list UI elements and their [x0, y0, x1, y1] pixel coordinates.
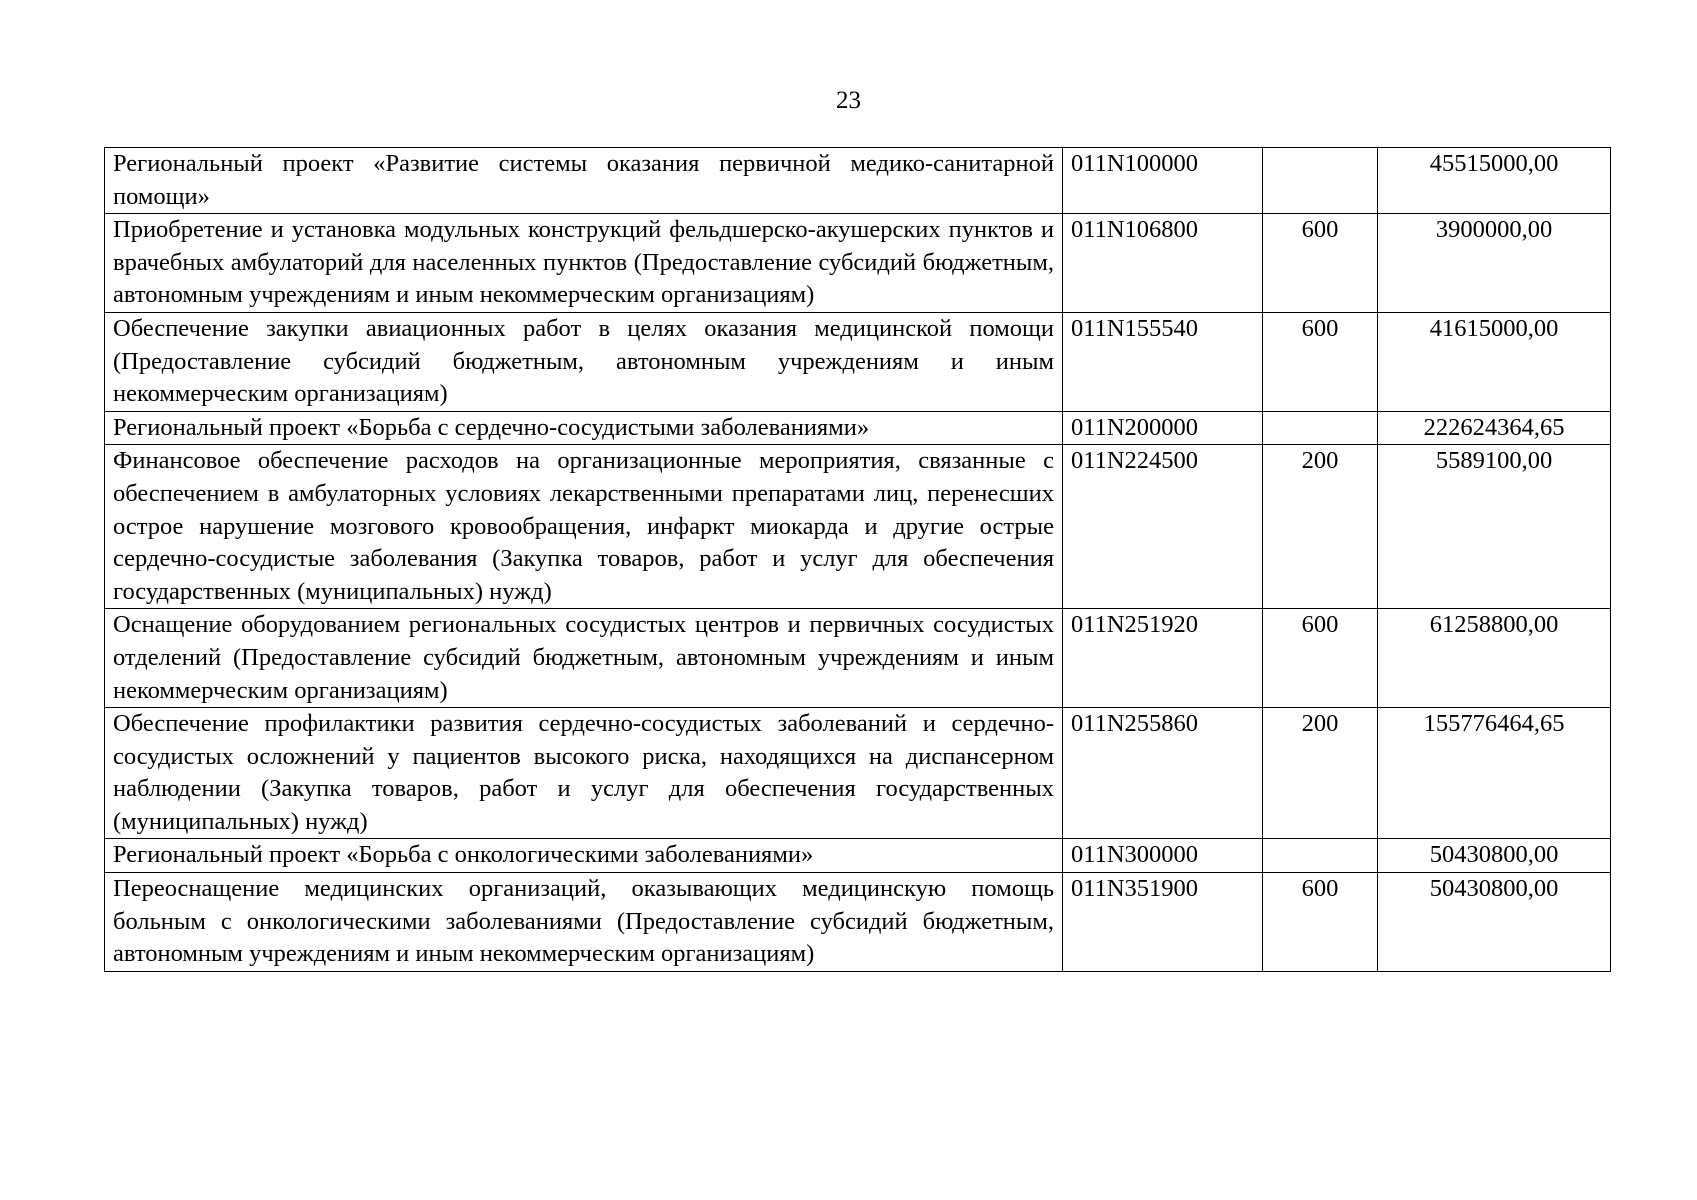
table-row: [105, 312, 1611, 411]
row-expense-type: 600: [1263, 609, 1378, 708]
table-row: [105, 148, 1611, 214]
row-target-code: 011N300000: [1063, 839, 1263, 873]
row-amount: 45515000,00: [1378, 148, 1611, 214]
row-target-code: 011N200000: [1063, 411, 1263, 445]
row-amount: 50430800,00: [1378, 839, 1611, 873]
budget-table: [104, 147, 1611, 972]
row-expense-type: 600: [1263, 214, 1378, 313]
row-expense-type: [1263, 839, 1378, 873]
row-amount: 41615000,00: [1378, 312, 1611, 411]
row-target-code: 011N351900: [1063, 873, 1263, 972]
row-name: Региональный проект «Развитие системы оказания первичной медико-санитарной помощи»: [105, 148, 1063, 214]
table-row: [105, 839, 1611, 873]
row-target-code: 011N251920: [1063, 609, 1263, 708]
row-amount: 61258800,00: [1378, 609, 1611, 708]
row-target-code: 011N106800: [1063, 214, 1263, 313]
table-row: [105, 411, 1611, 445]
row-name: Финансовое обеспечение расходов на организационные мероприятия, связанные с обеспечением в амбулаторных условиях лекарственными препаратами лиц, перенесших острое нарушение мозгового кровообращения, инфаркт миокарда и другие острые сердечно-сосудистые заболевания (Закупка товаров, работ и услуг для обеспечения государственных (муниципальных) нужд): [105, 445, 1063, 609]
table-row: [105, 609, 1611, 708]
row-expense-type: 200: [1263, 708, 1378, 839]
row-name: Региональный проект «Борьба с сердечно-сосудистыми заболеваниями»: [105, 411, 1063, 445]
row-amount: 155776464,65: [1378, 708, 1611, 839]
row-expense-type: [1263, 411, 1378, 445]
table-row: [105, 873, 1611, 972]
row-name: Обеспечение закупки авиационных работ в целях оказания медицинской помощи (Предоставление субсидий бюджетным, автономным учреждениям и иным некоммерческим организациям): [105, 312, 1063, 411]
row-name: Обеспечение профилактики развития сердечно-сосудистых заболеваний и сердечно-сосудистых осложнений у пациентов высокого риска, находящихся на диспансерном наблюдении (Закупка товаров, работ и услуг для обеспечения государственных (муниципальных) нужд): [105, 708, 1063, 839]
row-amount: 222624364,65: [1378, 411, 1611, 445]
table-row: [105, 708, 1611, 839]
row-expense-type: 600: [1263, 873, 1378, 972]
row-name: Переоснащение медицинских организаций, оказывающих медицинскую помощь больным с онкологическими заболеваниями (Предоставление субсидий бюджетным, автономным учреждениям и иным некоммерческим организациям): [105, 873, 1063, 972]
row-amount: 50430800,00: [1378, 873, 1611, 972]
table-row: [105, 445, 1611, 609]
row-target-code: 011N255860: [1063, 708, 1263, 839]
row-expense-type: [1263, 148, 1378, 214]
row-name: Региональный проект «Борьба с онкологическими заболеваниями»: [105, 839, 1063, 873]
row-name: Оснащение оборудованием региональных сосудистых центров и первичных сосудистых отделений (Предоставление субсидий бюджетным, автономным учреждениям и иным некоммерческим организациям): [105, 609, 1063, 708]
table-row: [105, 214, 1611, 313]
row-target-code: 011N100000: [1063, 148, 1263, 214]
row-amount: 5589100,00: [1378, 445, 1611, 609]
page-number: 23: [836, 87, 861, 114]
row-expense-type: 600: [1263, 312, 1378, 411]
row-target-code: 011N224500: [1063, 445, 1263, 609]
row-target-code: 011N155540: [1063, 312, 1263, 411]
row-name: Приобретение и установка модульных конструкций фельдшерско-акушерских пунктов и врачебных амбулаторий для населенных пунктов (Предоставление субсидий бюджетным, автономным учреждениям и иным некоммерческим организациям): [105, 214, 1063, 313]
row-amount: 3900000,00: [1378, 214, 1611, 313]
row-expense-type: 200: [1263, 445, 1378, 609]
